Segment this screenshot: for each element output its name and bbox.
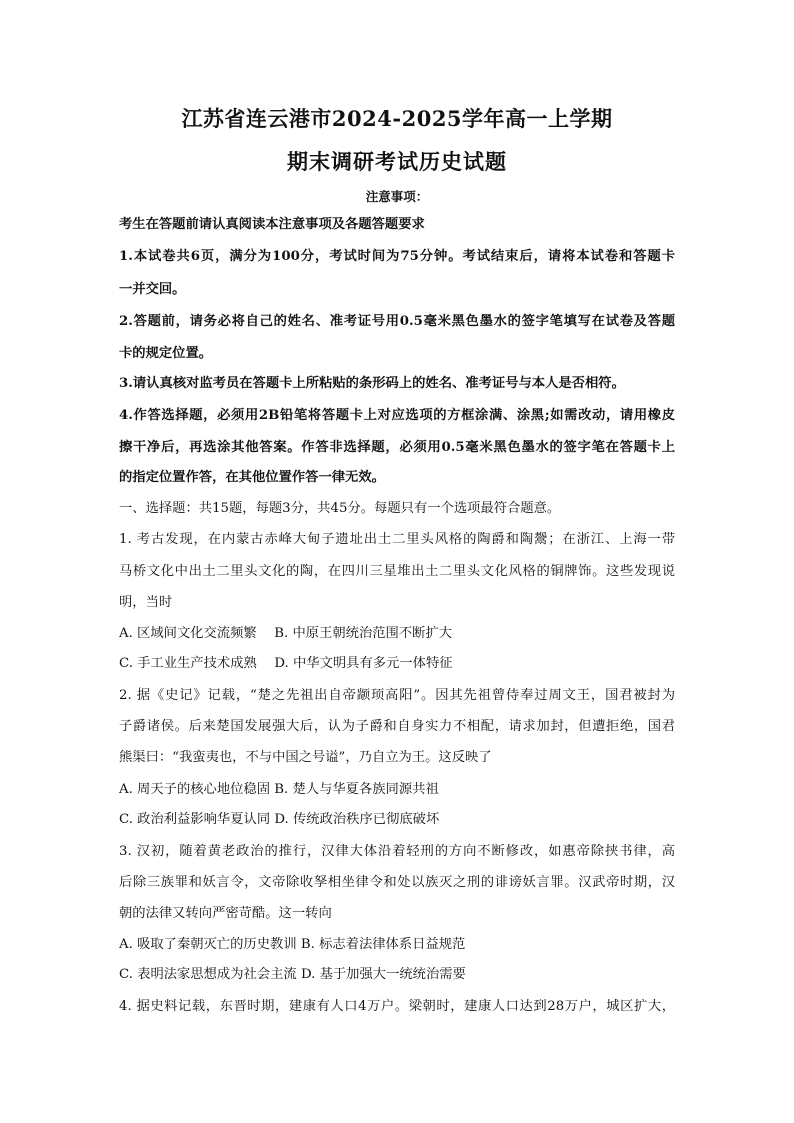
- notice-item-3: 3.请认真核对监考员在答题卡上所粘贴的条形码上的姓名、准考证号与本人是否相符。: [119, 376, 625, 391]
- q2-stem-c: 熊渠曰：“我蛮夷也，不与中国之号谥”，乃自立为王。这反映了: [119, 750, 492, 765]
- q1-stem-a: 1. 考古发现，在内蒙古赤峰大甸子遗址出土二里头风格的陶爵和陶鬶；在浙江、上海一带: [119, 532, 675, 547]
- q3-stem-c: 朝的法律又转向严密苛酷。这一转向: [119, 906, 332, 921]
- q2-options-cd: C. 政治利益影响华夏认同 D. 传统政治秩序已彻底破坏: [119, 812, 440, 827]
- notice-item-4c: 的指定位置作答，在其他位置作答一律无效。: [119, 470, 385, 485]
- section-heading: 一、选择题：共15题，每题3分，共45分。每题只有一个选项最符合题意。: [119, 501, 561, 516]
- q3-options-cd: C. 表明法家思想成为社会主流 D. 基于加强大一统统治需要: [119, 967, 466, 982]
- q4-stem-a: 4. 据史料记载，东晋时期，建康有人口4万户。梁朝时，建康人口达到28万户，城区扩大，: [119, 999, 675, 1014]
- exam-title-line2: 期末调研考试历史试题: [287, 149, 507, 174]
- notice-item-4a: 4.作答选择题，必须用2B铅笔将答题卡上对应选项的方框涂满、涂黑;如需改动，请用橡皮: [119, 408, 675, 423]
- q3-stem-a: 3. 汉初，随着黄老政治的推行，汉律大体沿着轻刑的方向不断修改，如惠帝除挟书律，高: [119, 844, 675, 859]
- q1-options-cd: C. 手工业生产技术成熟 D. 中华文明具有多元一体特征: [119, 656, 453, 671]
- q2-options-ab: A. 周天子的核心地位稳固 B. 楚人与华夏各族同源共祖: [119, 782, 439, 797]
- q1-stem-b: 马桥文化中出土二里头文化的陶，在四川三星堆出土二里头文化风格的铜牌饰。这些发现说: [119, 564, 675, 579]
- q2-stem-b: 子爵诸侯。后来楚国发展强大后，认为子爵和自身实力不相配，请求加封，但遭拒绝，国君: [119, 719, 675, 734]
- notice-item-2a: 2.答题前，请务必将自己的姓名、准考证号用0.5毫米黑色墨水的签字笔填写在试卷及答题: [119, 314, 675, 329]
- q3-stem-b: 后除三族罪和妖言令，文帝除收孥相坐律令和处以族灭之刑的诽谤妖言罪。汉武帝时期，汉: [119, 875, 675, 890]
- notice-item-2b: 卡的规定位置。: [119, 346, 213, 361]
- notice-item-4b: 擦干净后，再选涂其他答案。作答非选择题，必须用0.5毫米黑色墨水的签字笔在答题卡上: [119, 440, 675, 455]
- exam-title-line1: 江苏省连云港市2024-2025学年高一上学期: [181, 106, 613, 131]
- q1-stem-c: 明，当时: [119, 595, 173, 610]
- notice-item-1a: 1.本试卷共6页，满分为100分，考试时间为75分钟。考试结束后，请将本试卷和答题卡: [119, 249, 675, 264]
- q2-stem-a: 2. 据《史记》记载，“楚之先祖出自帝颛顼高阳”。因其先祖曾侍奉过周文王，国君被封为: [119, 688, 675, 703]
- q1-options-ab: A. 区域间文化交流频繁 B. 中原王朝统治范围不断扩大: [119, 626, 453, 641]
- q3-options-ab: A. 吸取了秦朝灭亡的历史教训 B. 标志着法律体系日益规范: [119, 937, 466, 952]
- notice-intro: 考生在答题前请认真阅读本注意事项及各题答题要求: [119, 217, 425, 232]
- notice-heading: 注意事项：: [365, 189, 429, 204]
- notice-item-1b: 一并交回。: [119, 282, 186, 297]
